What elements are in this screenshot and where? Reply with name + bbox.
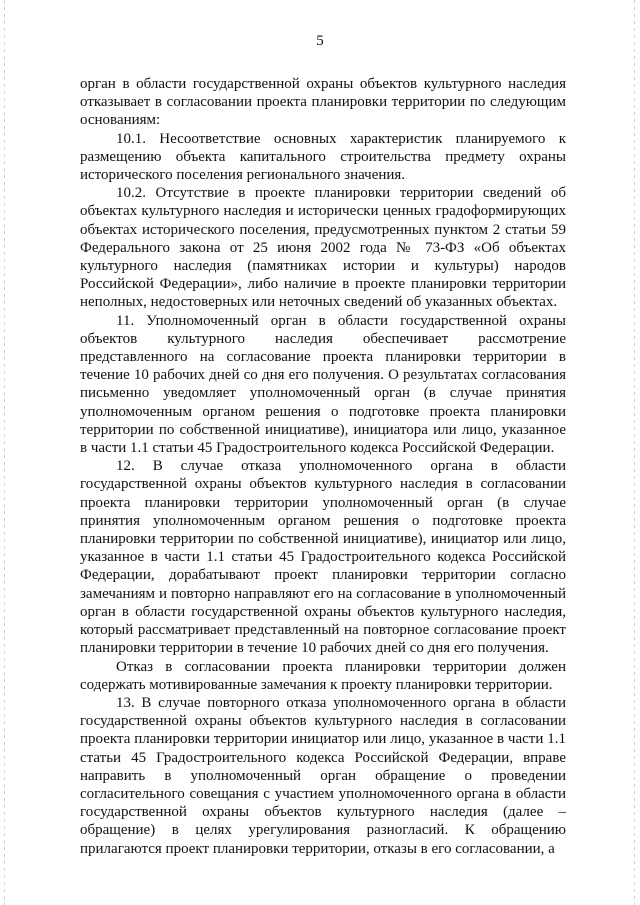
- document-body: [80, 75, 566, 858]
- paragraph-10-2: 10.2. Отсутствие в проекте планировки территории сведений об объектах культурного наследия и исторически ценных градоформирующих объектах исторического поселения, предусмотренных пунктом 2 статьи 59 Федерального закона от 25 июня 2002 года № 73-ФЗ «Об объектах культурного наследия (памятниках истории и культуры) народов Российской Федерации», либо наличие в проекте планировки территории неполных, недостоверных или неточных сведений об указанных объектах.: [80, 185, 566, 311]
- page-number: 5: [316, 33, 324, 49]
- paragraph-12: 12. В случае отказа уполномоченного органа в области государственной охраны объектов культурного наследия в согласовании проекта планировки территории уполномоченный орган (в случае принятия уполномоченным органом решения о подготовке проекта планировки территории по собственной инициативе), инициатор или лицо, указанное в части 1.1 статьи 45 Градостроительного кодекса Российской Федерации, дорабатывают проект планировки территории согласно замечаниям и повторно направляют его на согласование в уполномоченный орган в области государственной охраны объектов культурного наследия, который рассматривает представленный на повторное согласование проект планировки территории в течение 10 рабочих дней со дня его получения.: [80, 458, 566, 657]
- paragraph-10-1: 10.1. Несоответствие основных характеристик планируемого к размещению объекта капитального строительства предмету охраны исторического поселения регионального значения.: [80, 130, 566, 184]
- paragraph-13: 13. В случае повторного отказа уполномоченного органа в области государственной охраны объектов культурного наследия в согласовании проекта планировки территории инициатор или лицо, указанное в части 1.1 статьи 45 Градостроительного кодекса Российской Федерации, вправе направить в уполномоченный орган обращение о проведении согласительного совещания с участием уполномоченного органа в области государственной охраны объектов культурного наследия (далее – обращение) в целях урегулирования разногласий. К обращению прилагаются проект планировки территории, отказы в его согласовании, а: [80, 694, 566, 857]
- paragraph-intro: орган в области государственной охраны объектов культурного наследия отказывает в согласовании проекта планировки территории по следующим основаниям:: [80, 76, 566, 129]
- paragraph-11: 11. Уполномоченный орган в области государственной охраны объектов культурного наследия обеспечивает рассмотрение представленного на согласование проекта планировки территории в течение 10 рабочих дней со дня его получения. О результатах согласования письменно уведомляет уполномоченный орган (в случае принятия уполномоченным органом решения о подготовке проекта планировки территории по собственной инициативе), инициатора или лицо, указанное в части 1.1 статьи 45 Градостроительного кодекса Российской Федерации.: [80, 312, 566, 457]
- scan-edge-left: [4, 0, 5, 905]
- paragraph-refusal: Отказ в согласовании проекта планировки территории должен содержать мотивированные замечания к проекту планировки территории.: [80, 658, 566, 693]
- scan-edge-right: [634, 0, 635, 905]
